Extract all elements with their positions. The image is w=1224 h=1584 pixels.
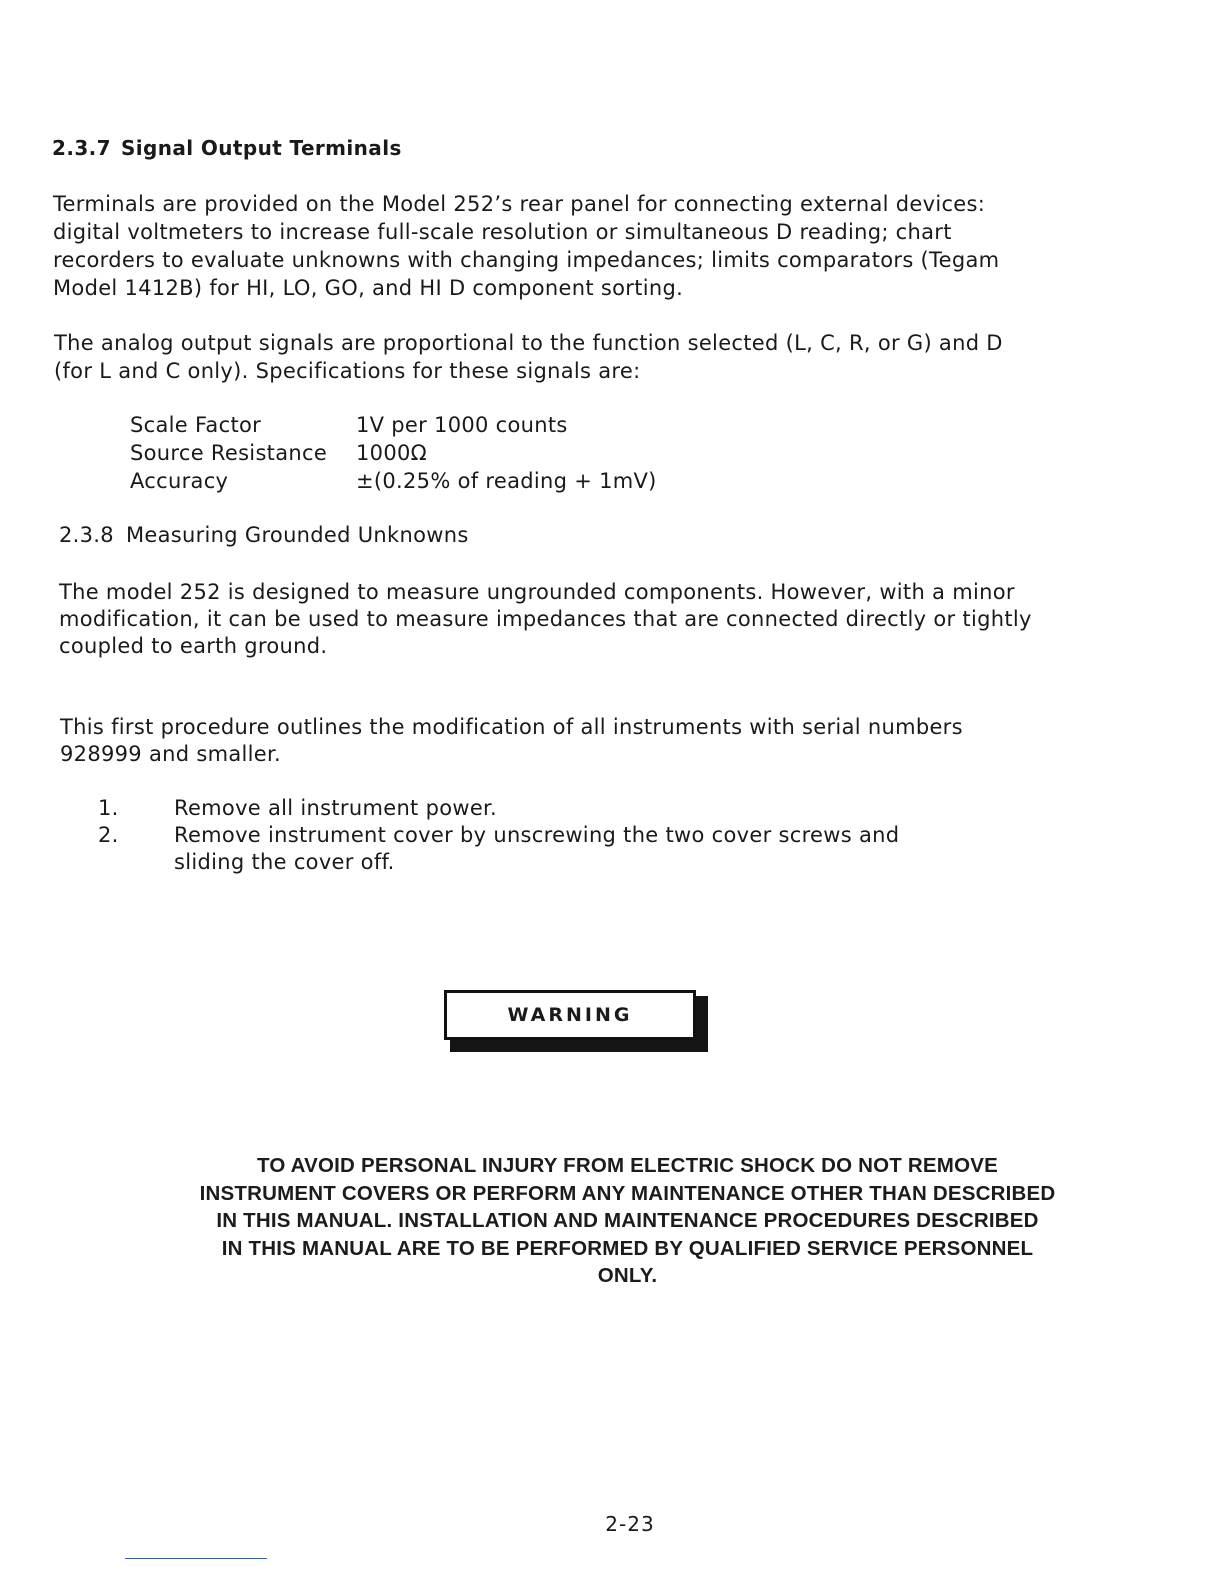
warning-banner [444,990,706,1050]
section-number: 2.3.7 [52,136,111,160]
page-number: 2-23 [605,1512,655,1536]
warning-label-box [444,990,696,1040]
warning-line: IN THIS MANUAL. INSTALLATION AND MAINTENANCE PROCEDURES DESCRIBED [216,1209,1039,1232]
paragraph-line: digital voltmeters to increase full-scale resolution or simultaneous D reading; chart [53,220,952,244]
paragraph-line: (for L and C only). Specifications for these signals are: [54,359,641,383]
spec-label: Source Resistance [130,441,328,465]
paragraph-line: Model 1412B) for HI, LO, GO, and HI D component sorting. [53,276,684,300]
procedure-intro-paragraph [60,714,963,768]
warning-line: INSTRUMENT COVERS OR PERFORM ANY MAINTENANCE OTHER THAN DESCRIBED [199,1181,1056,1205]
section-number: 2.3.8 [59,523,114,547]
spec-label: Accuracy [130,469,229,493]
warning-line: ONLY. [597,1264,658,1287]
spec-value: 1000Ω [356,441,427,465]
paragraph-line: This first procedure outlines the modification of all instruments with serial numbers [60,715,963,739]
paragraph-line: 928999 and smaller. [60,742,281,766]
paragraph-line: Terminals are provided on the Model 252’s rear panel for connecting external devices: [53,192,986,216]
spec-value: ±(0.25% of reading + 1mV) [356,469,657,493]
step-text: sliding the cover off. [174,850,395,874]
warning-line: IN THIS MANUAL ARE TO BE PERFORMED BY QUALIFIED SERVICE PERSONNEL [221,1236,1034,1260]
step-text: Remove instrument cover by unscrewing the two cover screws and [174,823,900,847]
paragraph-line: The analog output signals are proportional to the function selected (L, C, R, or G) and D [54,331,1003,355]
step-text: Remove all instrument power. [174,796,498,820]
grounded-unknowns-paragraph [59,579,1032,660]
section-2-3-8-heading [59,523,469,547]
step-number: 2. [98,823,119,847]
warning-label: WARNING [507,1004,633,1026]
signal-output-paragraph [53,190,999,302]
step-number: 1. [98,796,119,820]
spec-value: 1V per 1000 counts [356,413,568,437]
paragraph-line: recorders to evaluate unknowns with changing impedances; limits comparators (Tegam [53,248,1000,272]
section-title: Signal Output Terminals [120,136,402,160]
paragraph-line: modification, it can be used to measure impedances that are connected directly or tightly [59,607,1032,631]
footnote-rule [125,1558,267,1559]
section-title: Measuring Grounded Unknowns [125,523,469,547]
section-2-3-7-heading [52,136,402,160]
paragraph-line: The model 252 is designed to measure ungrounded components. However, with a minor [59,580,1015,604]
analog-output-paragraph [54,329,1003,385]
paragraph-line: coupled to earth ground. [59,634,328,658]
warning-line: TO AVOID PERSONAL INJURY FROM ELECTRIC SHOCK DO NOT REMOVE [257,1154,998,1177]
spec-label: Scale Factor [130,413,262,437]
warning-text [150,1152,1105,1290]
